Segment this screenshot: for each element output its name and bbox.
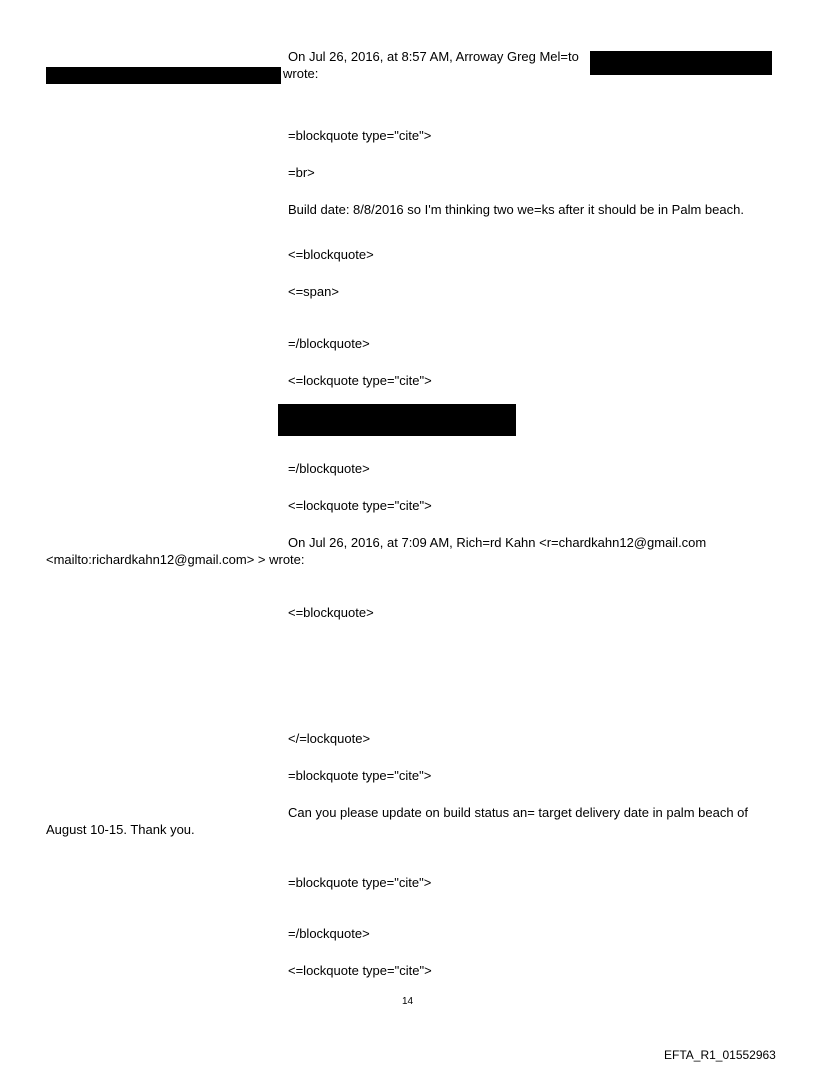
text-line-6: <=blockquote>: [288, 247, 374, 262]
text-line-20: =/blockquote>: [288, 926, 370, 941]
text-line-5: Build date: 8/8/2016 so I'm thinking two we=ks after it should be in Palm beach.: [288, 202, 744, 217]
header-line-1: On Jul 26, 2016, at 8:57 AM, Arroway Greg Mel=to: [288, 49, 579, 64]
text-line-13: <mailto:richardkahn12@gmail.com> > wrote:: [46, 552, 305, 567]
redaction-box-2: [46, 67, 281, 84]
text-line-18: August 10-15. Thank you.: [46, 822, 195, 837]
text-line-9: <=lockquote type="cite">: [288, 373, 432, 388]
header-line-2: wrote:: [283, 66, 319, 81]
text-line-12: On Jul 26, 2016, at 7:09 AM, Rich=rd Kahn <r=chardkahn12@gmail.com: [288, 535, 707, 550]
text-line-3: =blockquote type="cite">: [288, 128, 432, 143]
redaction-box-1: [590, 51, 772, 75]
text-line-14: <=blockquote>: [288, 605, 374, 620]
text-line-21: <=lockquote type="cite">: [288, 963, 432, 978]
redaction-box-3: [278, 404, 516, 436]
page-number: 14: [402, 996, 414, 1007]
bates-number: EFTA_R1_01552963: [664, 1048, 776, 1062]
text-line-11: <=lockquote type="cite">: [288, 498, 432, 513]
text-line-8: =/blockquote>: [288, 336, 370, 351]
text-line-19: =blockquote type="cite">: [288, 875, 432, 890]
text-line-10: =/blockquote>: [288, 461, 370, 476]
text-line-7: <=span>: [288, 284, 339, 299]
text-line-15: </=lockquote>: [288, 731, 371, 746]
text-line-16: =blockquote type="cite">: [288, 768, 432, 783]
text-line-4: =br>: [288, 165, 315, 180]
text-line-17: Can you please update on build status an= target delivery date in palm beach of: [288, 805, 749, 820]
